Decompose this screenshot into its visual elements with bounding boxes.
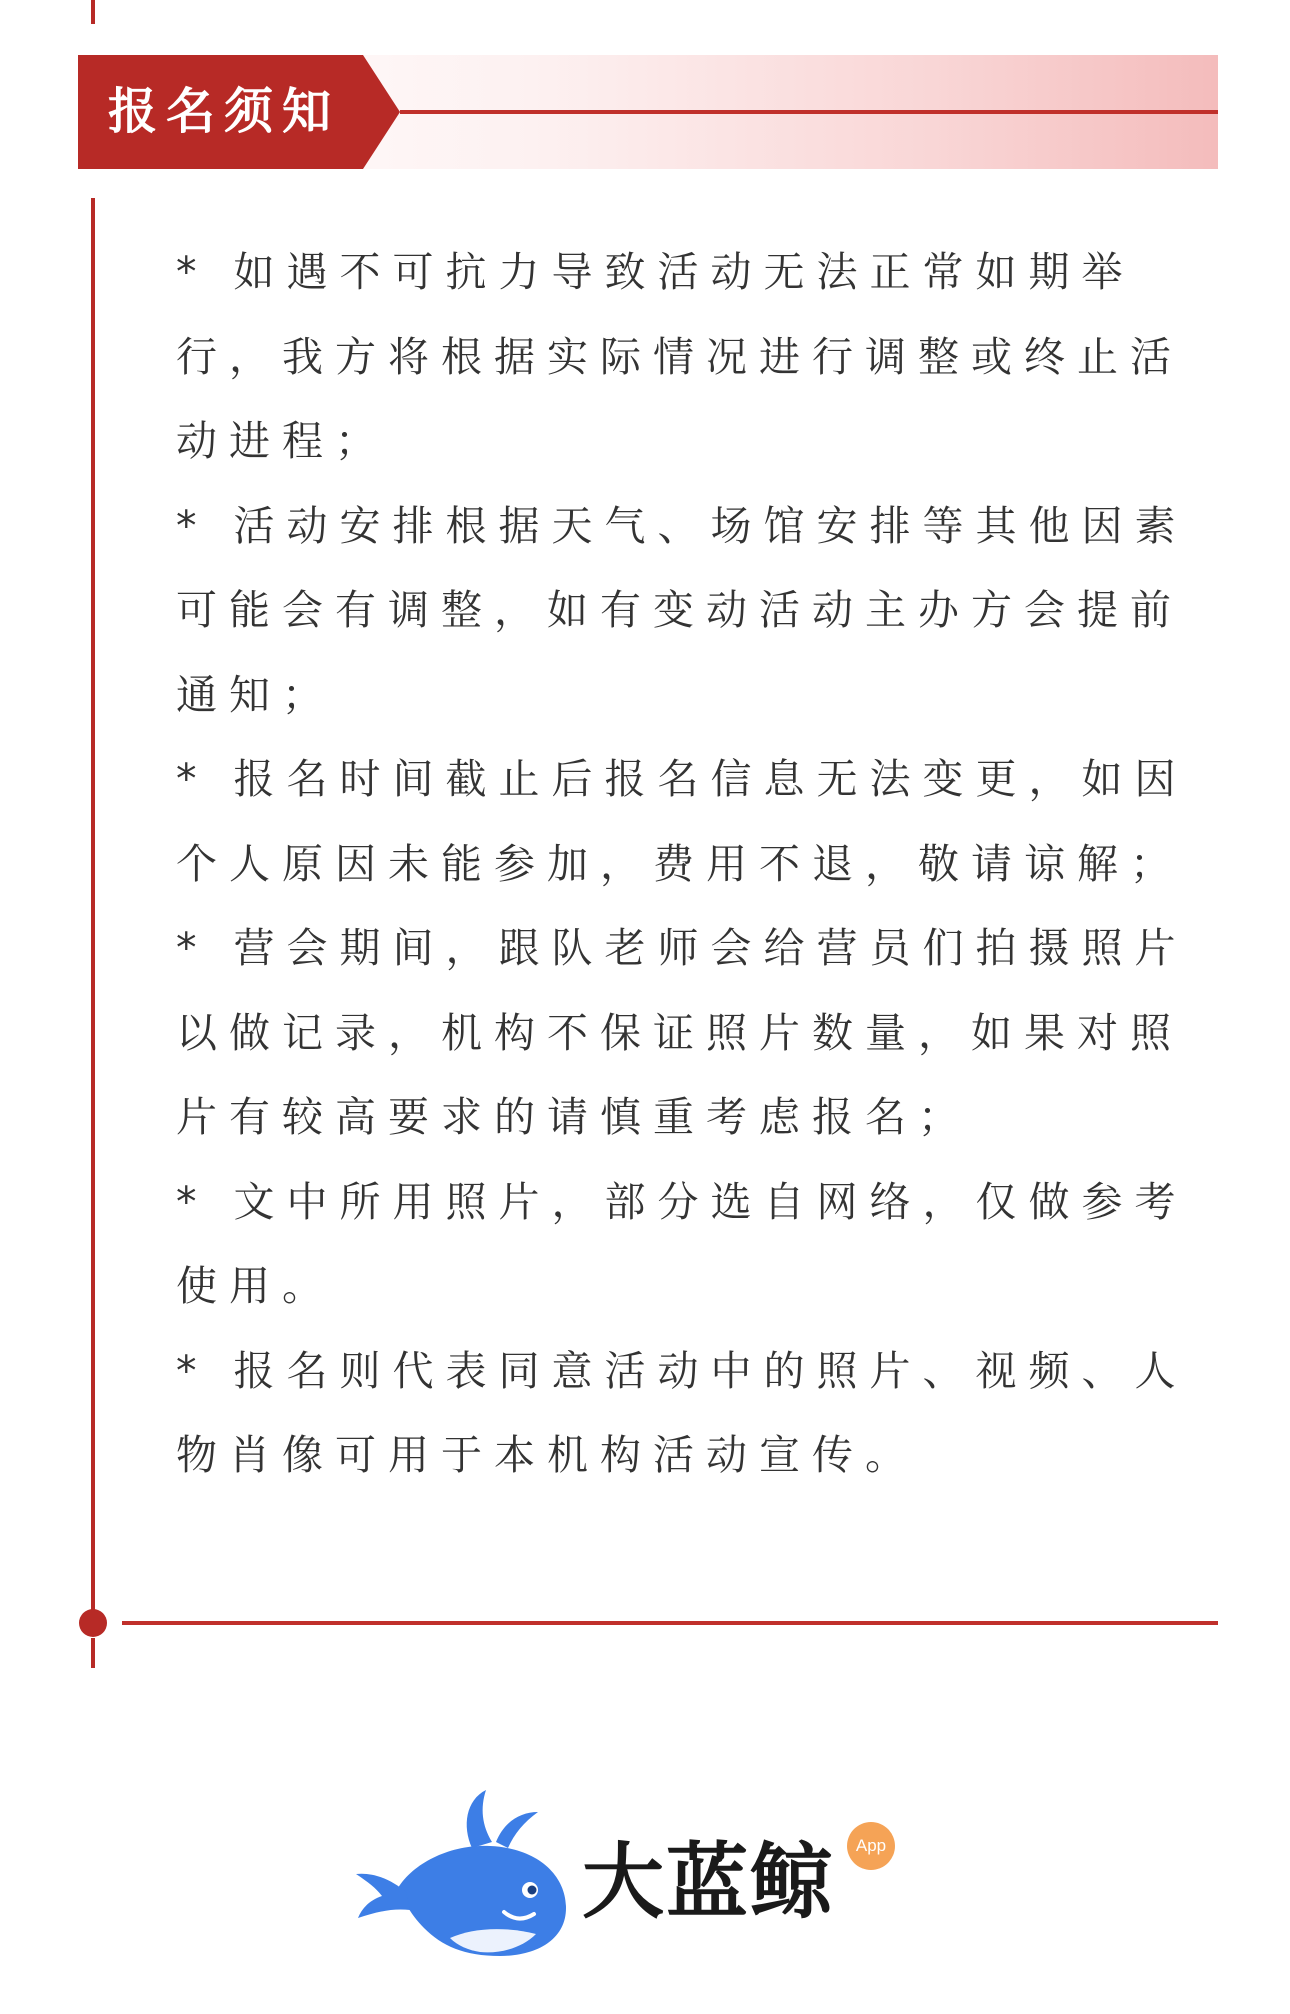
notice-item: * 营会期间，跟队老师会给营员们拍摄照片以做记录，机构不保证照片数量，如果对照片有较高要求的请慎重考虑报名； bbox=[176, 924, 1188, 1141]
end-dot bbox=[79, 1609, 107, 1637]
notice-item: * 如遇不可抗力导致活动无法正常如期举行，我方将根据实际情况进行调整或终止活动进程； bbox=[176, 248, 1183, 465]
notice-item: * 报名时间截止后报名信息无法变更，如因个人原因未能参加，费用不退，敬请谅解； bbox=[176, 755, 1188, 888]
end-divider-line bbox=[122, 1621, 1218, 1625]
brand-name: 大蓝鲸 bbox=[582, 1835, 835, 1930]
section-title: 报名须知 bbox=[108, 83, 341, 140]
main-vertical-rule bbox=[91, 198, 95, 1630]
app-badge: App bbox=[847, 1822, 895, 1870]
brand-logo bbox=[354, 1778, 914, 1958]
header-divider-line bbox=[400, 110, 1218, 114]
notice-item: * 报名则代表同意活动中的照片、视频、人物肖像可用于本机构活动宣传。 bbox=[176, 1346, 1188, 1479]
notice-item: * 活动安排根据天气、场馆安排等其他因素可能会有调整，如有变动活动主办方会提前通知； bbox=[176, 501, 1188, 719]
whale-icon bbox=[354, 1778, 580, 1958]
top-vertical-rule bbox=[91, 0, 95, 24]
bottom-vertical-rule bbox=[91, 1638, 95, 1668]
notice-item: * 文中所用照片，部分选自网络，仅做参考使用。 bbox=[176, 1177, 1188, 1310]
notice-list bbox=[176, 230, 1192, 1498]
